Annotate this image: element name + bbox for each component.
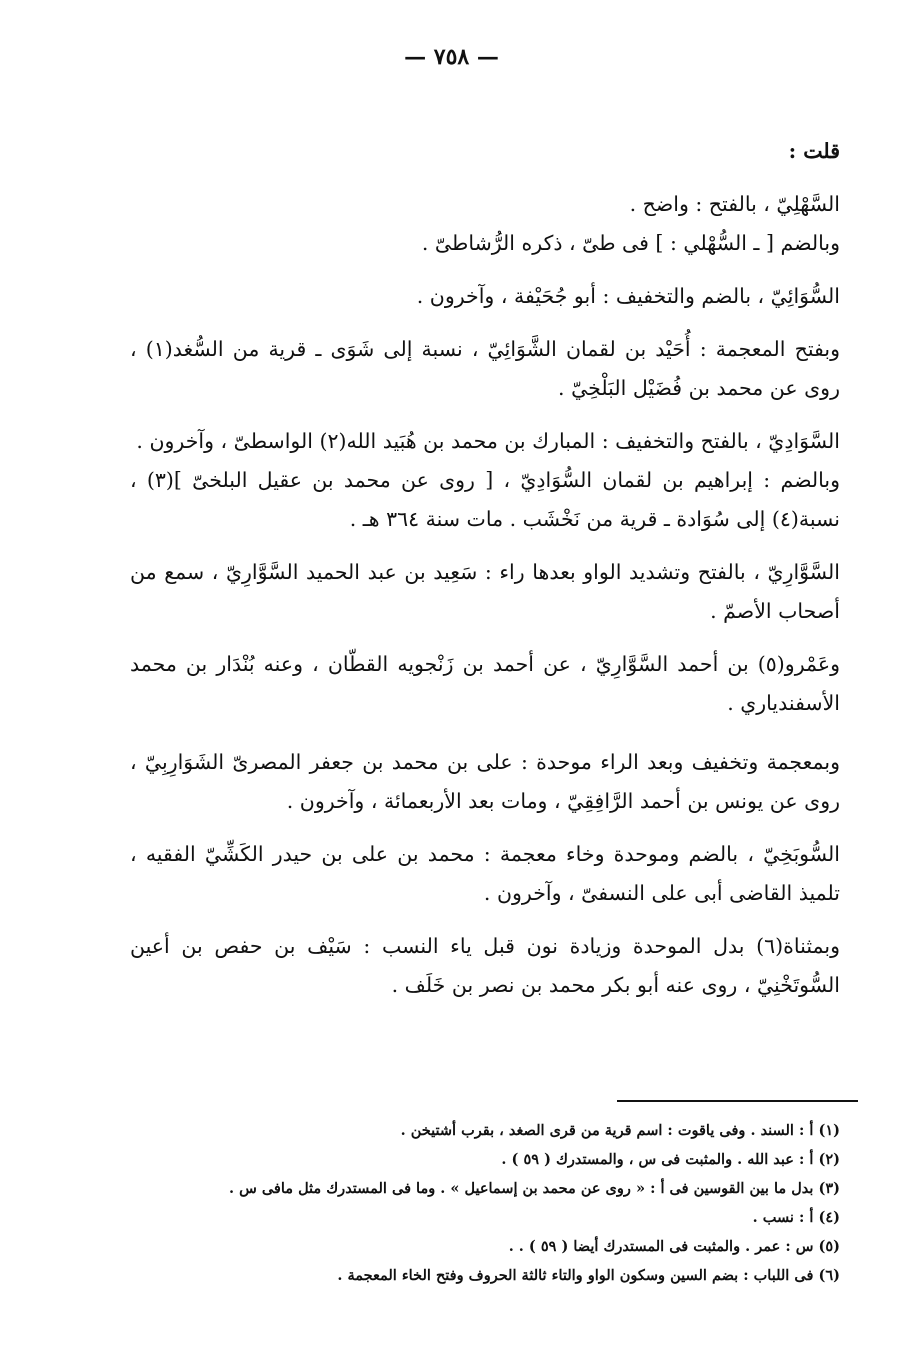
- paragraph: السُّوبَخِيّ ، بالضم وموحدة وخاء معجمة : محمد بن على بن حيدر الكَشِّيّ الفقيه ، تلميذ القاضى أبى على النسفىّ ، وآخرون .: [130, 842, 840, 905]
- paragraph-intro: قلت :: [788, 139, 840, 163]
- footnote: (٥) س : عمر . والمثبت فى المستدرك أيضا ( ٥٩ ) . .: [508, 1238, 840, 1255]
- main-text: [130, 132, 840, 1005]
- footnote: (٢) أ : عبد الله . والمثبت فى س ، والمستدرك ( ٥٩ ) .: [501, 1151, 840, 1168]
- paragraph: وبمثناة(٦) بدل الموحدة وزيادة نون قبل ياء النسب : سَيْف بن حفص بن أعين السُّوتَخْنِيّ ، روى عنه أبو بكر محمد بن نصر بن خَلَف .: [130, 934, 840, 997]
- paragraph: وبفتح المعجمة : أُحَيْد بن لقمان الشَّوَائِيّ ، نسبة إلى شَوَى ـ قرية من السُّغد(١) ، روى عن محمد بن فُضَيْل البَلْخِيّ .: [130, 337, 840, 400]
- page-number: — ٧٥٨ —: [404, 44, 499, 70]
- paragraph: وبالضم : إبراهيم بن لقمان السُّوَادِيّ ، [ روى عن محمد بن عقيل البلخىّ ](٣) ، نسبة(٤) إلى سُوَادة ـ قرية من نَخْشَب . مات سنة ٣٦٤ هـ .: [130, 468, 840, 531]
- footnote: (٤) أ : نسب .: [752, 1209, 840, 1226]
- paragraph: السَّهْلِيّ ، بالفتح : واضح .: [629, 192, 840, 216]
- footnotes: [180, 1116, 840, 1290]
- footnote-divider: [617, 1100, 858, 1102]
- paragraph: وعَمْرو(٥) بن أحمد السَّوَّارِيّ ، عن أحمد بن زَنْجويه القطّان ، وعنه بُنْدَار بن محمد الأسفندياري .: [130, 652, 840, 715]
- paragraph: السَّوَّارِيّ ، بالفتح وتشديد الواو بعدها راء : سَعِيد بن عبد الحميد السَّوَّارِيّ ، سمع من أصحاب الأصمّ .: [130, 560, 840, 623]
- paragraph: السَّوَادِيّ ، بالفتح والتخفيف : المبارك بن محمد بن هُبَيد الله(٢) الواسطىّ ، وآخرون .: [136, 429, 840, 453]
- footnote: (١) أ : السند . وفى ياقوت : اسم قرية من قرى الصغد ، بقرب أشتيخن .: [400, 1122, 840, 1139]
- paragraph: وبمعجمة وتخفيف وبعد الراء موحدة : على بن محمد بن جعفر المصرىّ الشَوَارِبِيّ ، روى عن يونس بن أحمد الرَّافِقِيّ ، ومات بعد الأربعمائة ، وآخرون .: [130, 750, 840, 813]
- footnote: (٣) بدل ما بين القوسين فى أ : « روى عن محمد بن إسماعيل » . وما فى المستدرك مثل مافى س .: [228, 1180, 840, 1197]
- paragraph: وبالضم [ ـ السُّهْلي : ] فى طىّ ، ذكره الرُّشاطىّ .: [421, 231, 840, 255]
- footnote: (٦) فى اللباب : بضم السين وسكون الواو والتاء ثالثة الحروف وفتح الخاء المعجمة .: [337, 1267, 840, 1284]
- paragraph: السُّوَائِيّ ، بالضم والتخفيف : أبو جُحَيْفة ، وآخرون .: [416, 284, 840, 308]
